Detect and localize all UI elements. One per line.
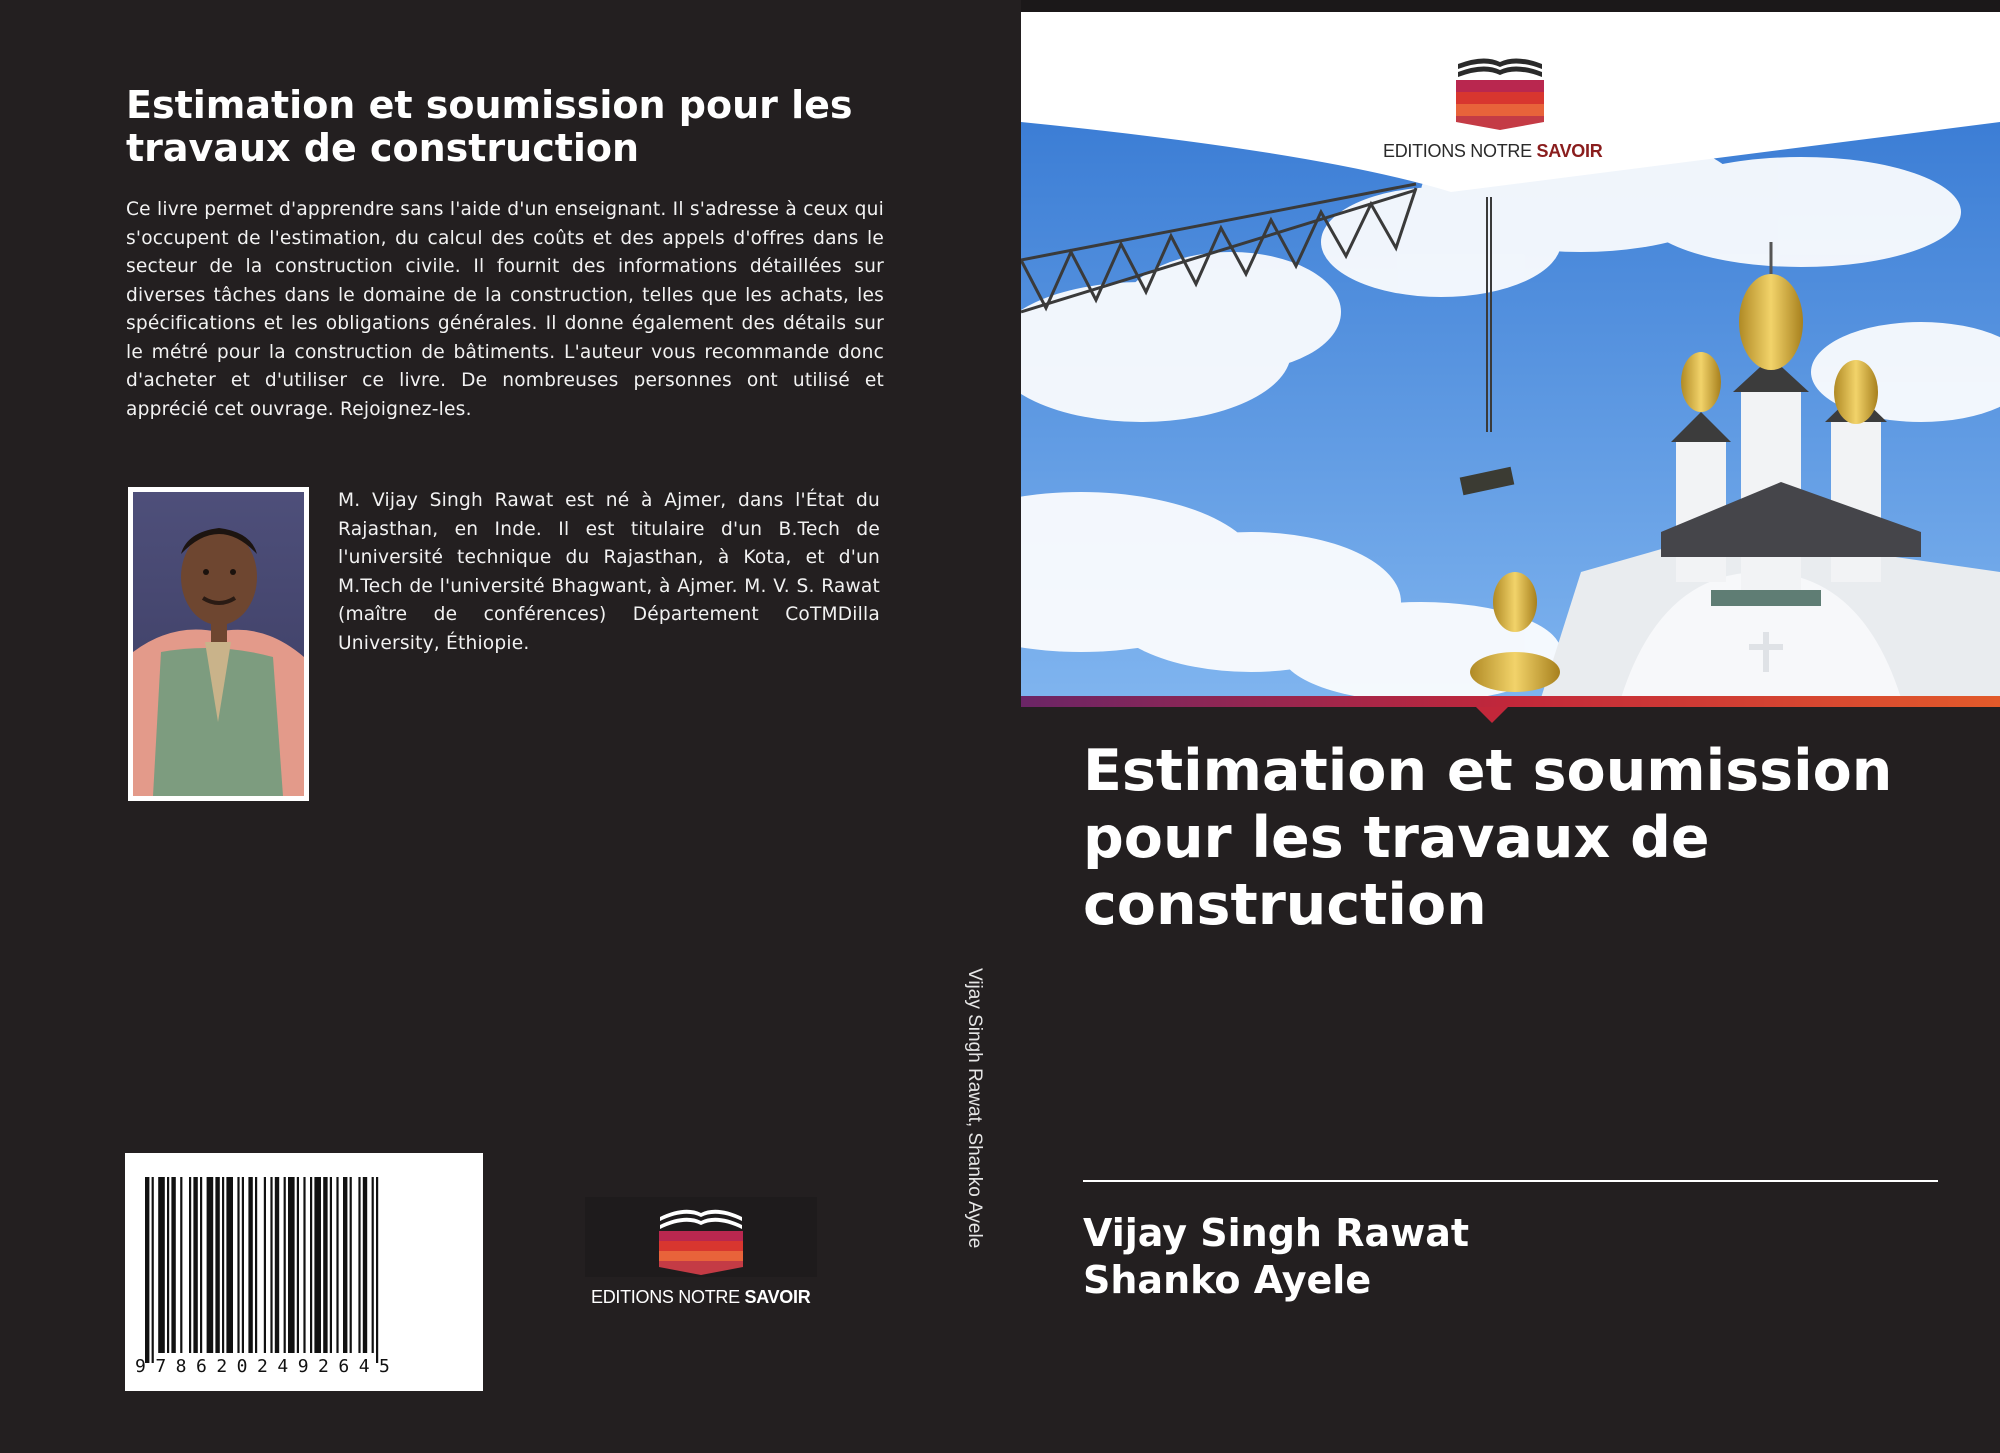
cover-accent-pointer bbox=[1476, 707, 1508, 723]
back-cover-title: Estimation et soumission pour les travaux de construction bbox=[126, 83, 853, 170]
top-strip bbox=[1021, 0, 2000, 12]
publisher-logo-front bbox=[1440, 56, 1560, 136]
book-stack-logo-icon bbox=[1440, 56, 1560, 136]
front-cover-title: Estimation et soumission pour les travaux de construction bbox=[1083, 738, 1893, 938]
author-portrait bbox=[128, 487, 309, 801]
barcode-bars bbox=[145, 1177, 463, 1363]
front-cover-authors bbox=[1083, 1210, 1469, 1304]
author-name: Vijay Singh Rawat bbox=[1083, 1211, 1470, 1255]
spine-author-text: Vijay Singh Rawat, Shanko Ayele bbox=[964, 968, 985, 1249]
title-divider bbox=[1083, 1180, 1938, 1182]
cover-accent-band bbox=[1021, 696, 2000, 707]
barcode bbox=[125, 1153, 483, 1391]
publisher-name-front: EDITIONS NOTRE SAVOIR bbox=[1383, 141, 1603, 161]
publisher-name-back: EDITIONS NOTRE SAVOIR bbox=[591, 1287, 811, 1307]
author-bio: M. Vijay Singh Rawat est né à Ajmer, dans l'État du Rajasthan, en Inde. Il est titulaire d'un B.Tech de l'université technique du Rajasthan, à Kota, et d'un M.Tech de l'université Bhagwant, à Ajmer. M. V. S. Rawat (maître de conférences) Département CoTMDilla University, Éthiopie. bbox=[338, 490, 880, 654]
publisher-logo-back bbox=[585, 1197, 817, 1317]
book-stack-logo-icon bbox=[585, 1197, 817, 1277]
author-name: Shanko Ayele bbox=[1083, 1258, 1372, 1302]
isbn-digits: 9786202492645 bbox=[135, 1356, 400, 1377]
back-cover-blurb: Ce livre permet d'apprendre sans l'aide d'un enseignant. Il s'adresse à ceux qui s'occupent de l'estimation, du calcul des coûts et des appels d'offres dans le secteur de la construction civile. Il fournit des informations détaillées sur diverses tâches dans le domaine de la construction, telles que les achats, les spécifications et les obligations générales. Il donne également des détails sur le métré pour la construction de bâtiments. L'auteur vous recommande donc d'acheter et d'utiliser ce livre. De nombreuses personnes ont utilisé et apprécié cet ouvrage. Rejoignez-les. bbox=[126, 199, 884, 420]
